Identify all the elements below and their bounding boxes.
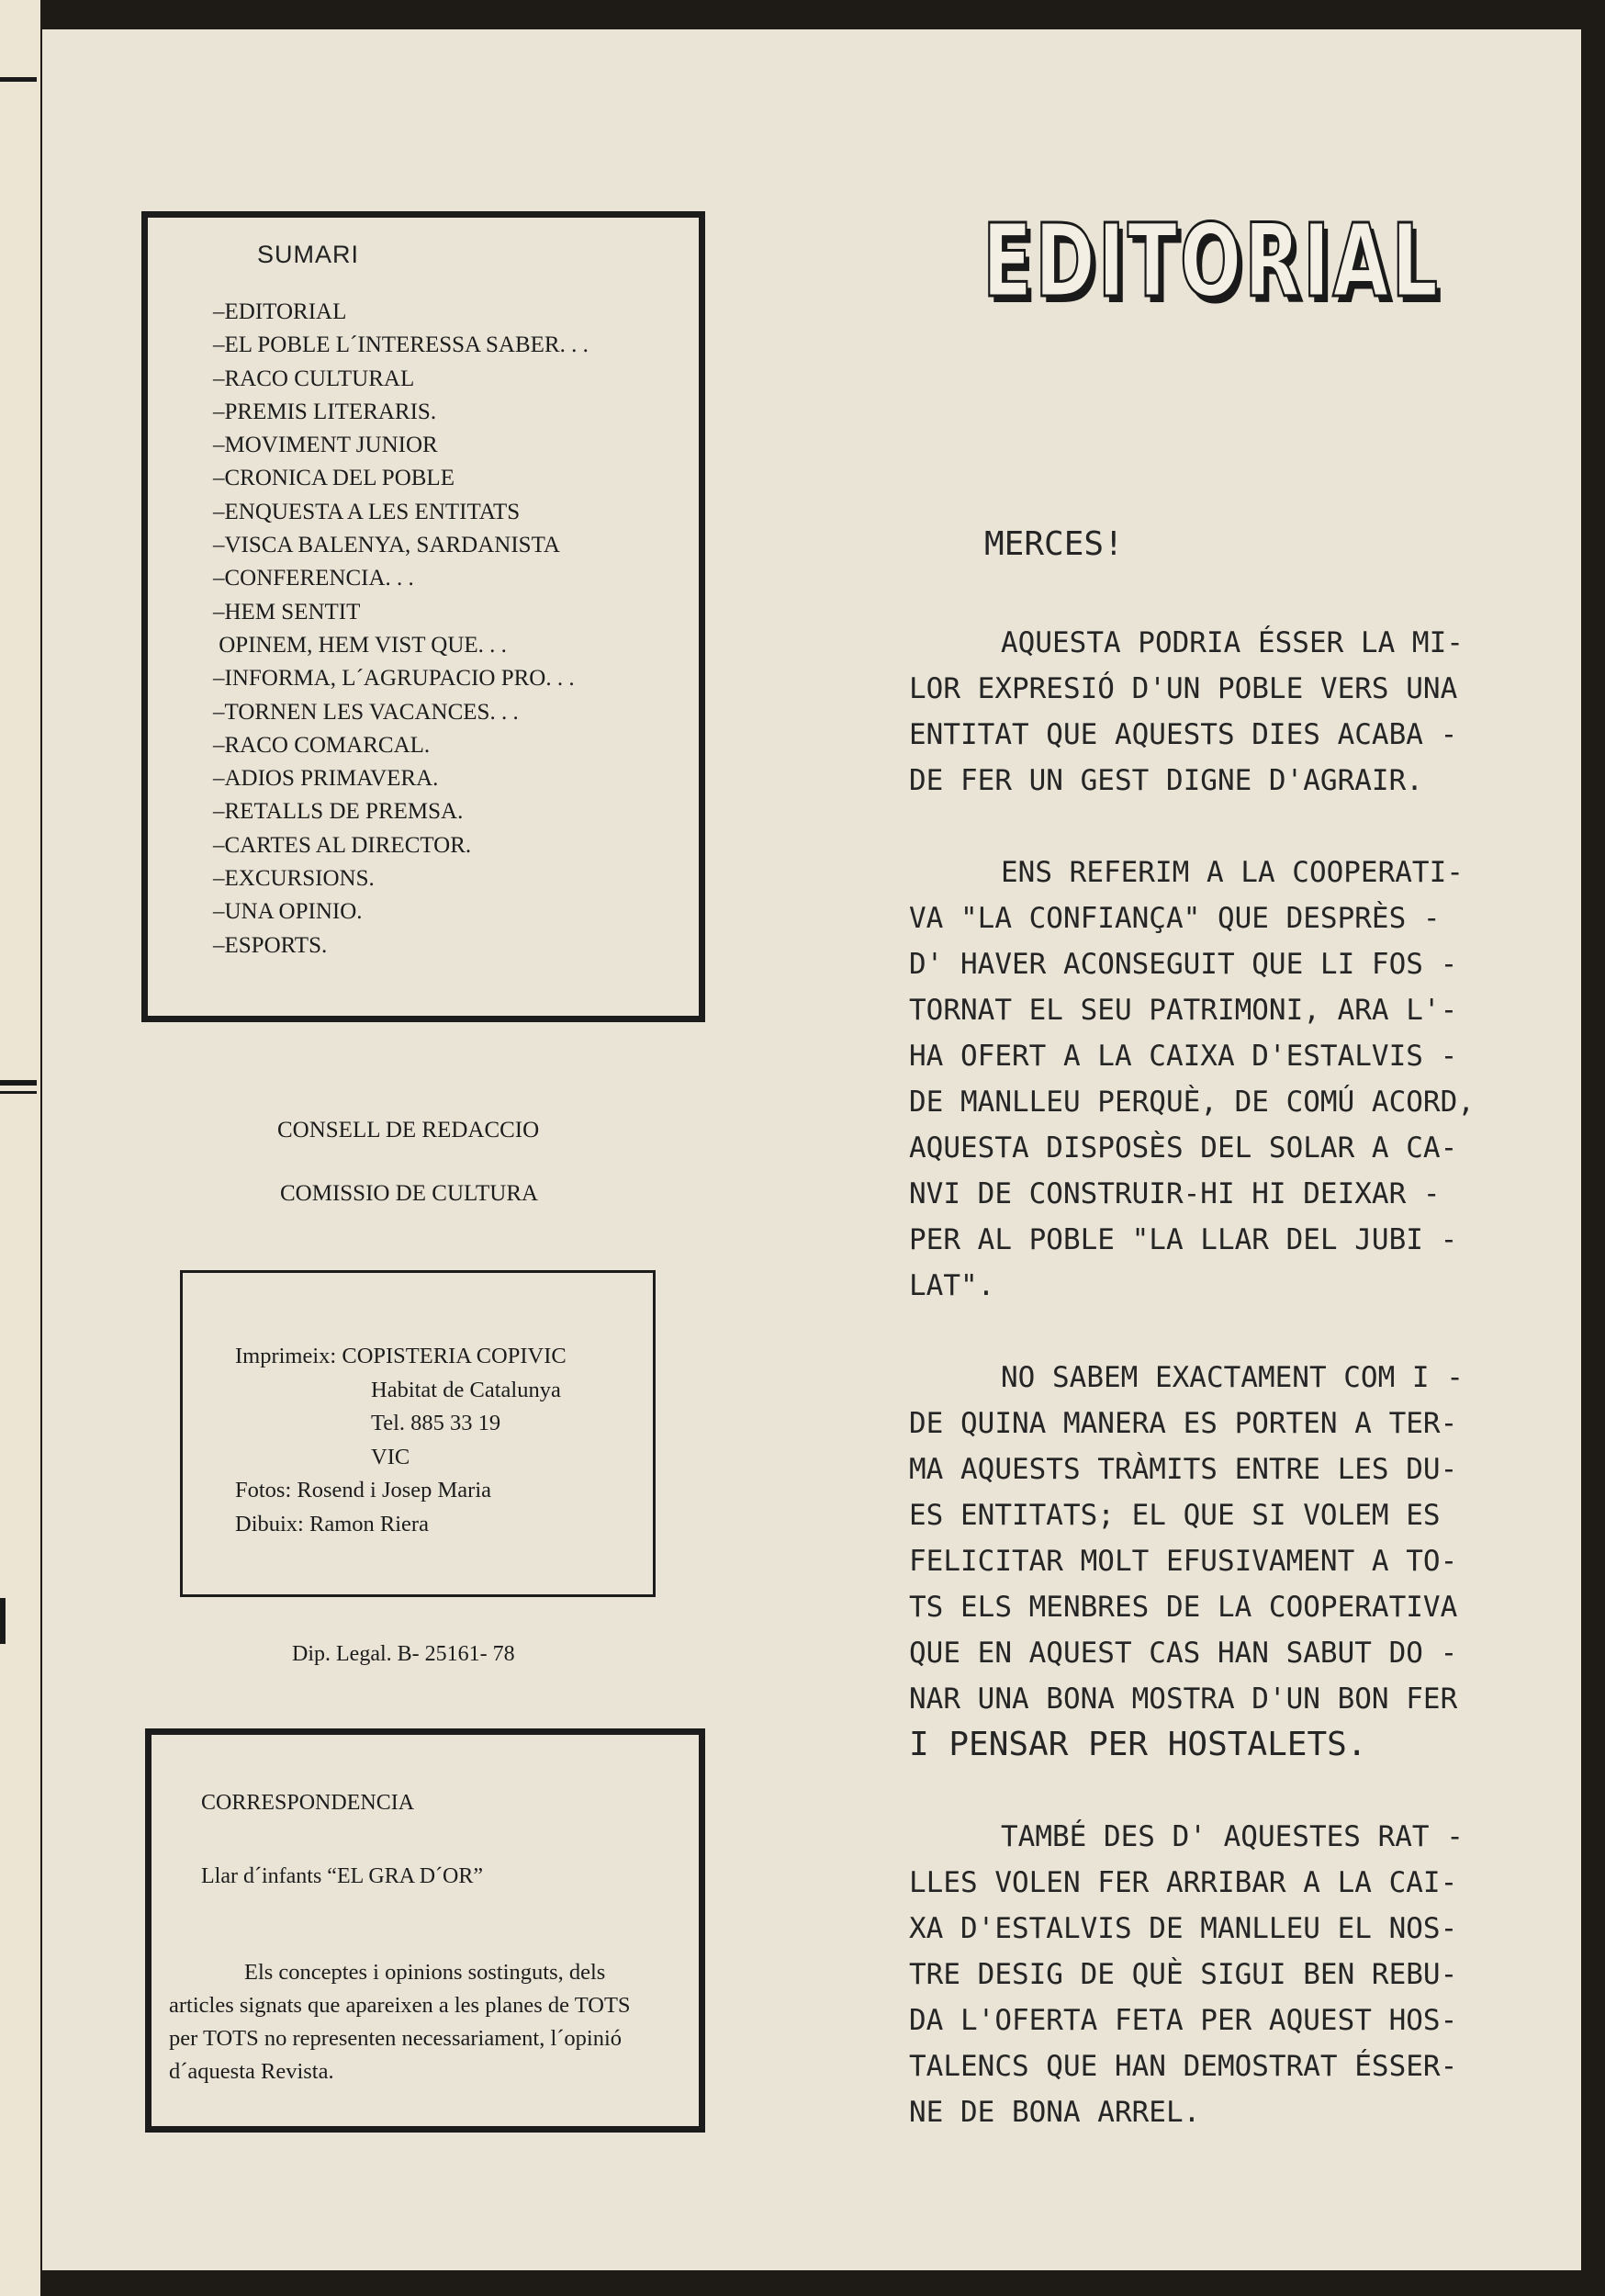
printer-block <box>235 1340 567 1541</box>
text-line: FELICITAR MOLT EFUSIVAMENT A TO- <box>909 1545 1458 1578</box>
edge-mark <box>0 1091 37 1094</box>
sumari-item: –VISCA BALENYA, SARDANISTA <box>213 533 560 558</box>
text-line: PER AL POBLE "LA LLAR DEL JUBI - <box>909 1223 1458 1256</box>
sumari-item: –TORNEN LES VACANCES. . . <box>213 699 519 725</box>
comissio-cultura: COMISSIO DE CULTURA <box>280 1181 539 1206</box>
text-line: HA OFERT A LA CAIXA D'ESTALVIS - <box>909 1040 1458 1073</box>
legal-deposit: Dip. Legal. B- 25161- 78 <box>292 1642 515 1666</box>
sumari-item: –EDITORIAL <box>213 299 347 324</box>
text-line: MA AQUESTS TRÀMITS ENTRE LES DU- <box>909 1453 1458 1486</box>
text-line: TORNAT EL SEU PATRIMONI, ARA L'- <box>909 994 1458 1027</box>
sumari-item: –INFORMA, L´AGRUPACIO PRO. . . <box>213 666 575 692</box>
sumari-item: –CONFERENCIA. . . <box>213 566 414 591</box>
sumari-item: –RETALLS DE PREMSA. <box>213 799 464 825</box>
text-line: ENTITAT QUE AQUESTS DIES ACABA - <box>909 718 1458 751</box>
text-line: ES ENTITATS; EL QUE SI VOLEM ES <box>909 1499 1441 1532</box>
text-line: DE QUINA MANERA ES PORTEN A TER- <box>909 1407 1458 1440</box>
text-line: NVI DE CONSTRUIR-HI HI DEIXAR - <box>909 1177 1441 1210</box>
text-line: QUE EN AQUEST CAS HAN SABUT DO - <box>909 1637 1458 1670</box>
text-line: I PENSAR PER HOSTALETS. <box>909 1726 1367 1763</box>
editorial-title: EDITORIAL <box>982 202 1441 320</box>
disclaimer-line: per TOTS no representen necessariament, l´opinió <box>169 2026 623 2051</box>
text-line: AQUESTA PODRIA ÉSSER LA MI- <box>1001 626 1464 659</box>
text-line: LAT". <box>909 1269 995 1302</box>
edge-mark <box>0 77 37 82</box>
sumari-item: –MOVIMENT JUNIOR <box>213 433 438 458</box>
sumari-item: –RACO COMARCAL. <box>213 732 431 758</box>
disclaimer-line: Els conceptes i opinions sostinguts, dels <box>244 1960 606 1985</box>
sumari-item: OPINEM, HEM VIST QUE. . . <box>213 632 507 658</box>
sumari-item: –ADIOS PRIMAVERA. <box>213 766 439 792</box>
editorial-paragraph <box>909 620 1533 804</box>
disclaimer-line: d´aquesta Revista. <box>169 2059 334 2084</box>
correspondencia-title: CORRESPONDENCIA <box>201 1791 415 1815</box>
text-line: D' HAVER ACONSEGUIT QUE LI FOS - <box>909 948 1458 981</box>
sumari-item: –EL POBLE L´INTERESSA SABER. . . <box>213 332 589 358</box>
editorial-paragraph <box>909 1355 1533 1768</box>
consell-redaccio: CONSELL DE REDACCIO <box>277 1118 540 1142</box>
text-line: NE DE BONA ARREL. <box>909 2096 1201 2129</box>
printer-address: Habitat de Catalunya <box>371 1377 561 1402</box>
text-line: TS ELS MENBRES DE LA COOPERATIVA <box>909 1591 1458 1624</box>
sumari-item: –CARTES AL DIRECTOR. <box>213 832 472 858</box>
text-line: VA "LA CONFIANÇA" QUE DESPRÈS - <box>909 902 1441 935</box>
disclaimer <box>169 1956 631 2088</box>
printer-city: VIC <box>371 1444 410 1469</box>
text-line: TRE DESIG DE QUÈ SIGUI BEN REBU- <box>909 1958 1458 1991</box>
printer-tel: Tel. 885 33 19 <box>371 1411 501 1435</box>
text-line: LOR EXPRESIÓ D'UN POBLE VERS UNA <box>909 672 1458 705</box>
text-line: TAMBÉ DES D' AQUESTES RAT - <box>1001 1820 1464 1853</box>
text-line: AQUESTA DISPOSÈS DEL SOLAR A CA- <box>909 1131 1458 1165</box>
text-line: DE MANLLEU PERQUÈ, DE COMÚ ACORD, <box>909 1086 1475 1119</box>
edge-mark <box>0 1598 6 1644</box>
edge-mark <box>0 1080 37 1086</box>
correspondencia-address: Llar d´infants “EL GRA D´OR” <box>201 1864 484 1888</box>
drawing-credit: Dibuix: Ramon Riera <box>235 1511 429 1536</box>
adjacent-page-edge <box>0 0 40 2296</box>
sumari-title: SUMARI <box>257 241 360 268</box>
sumari-item: –EXCURSIONS. <box>213 866 375 892</box>
editorial-paragraph <box>909 1814 1533 2135</box>
text-line: DA L'OFERTA FETA PER AQUEST HOS- <box>909 2004 1458 2037</box>
text-line: TALENCS QUE HAN DEMOSTRAT ÉSSER- <box>909 2050 1458 2083</box>
sumari-item: –RACO CULTURAL <box>213 366 415 391</box>
text-line: NAR UNA BONA MOSTRA D'UN BON FER <box>909 1683 1458 1716</box>
editorial-heading: MERCES! <box>984 525 1124 563</box>
printer-label: Imprimeix: COPISTERIA COPIVIC <box>235 1344 567 1368</box>
sumari-item: –ESPORTS. <box>213 932 328 958</box>
sumari-item: –UNA OPINIO. <box>213 899 363 925</box>
photo-credit: Fotos: Rosend i Josep Maria <box>235 1478 492 1503</box>
editorial-paragraph <box>909 850 1533 1309</box>
sumari-item: –HEM SENTIT <box>213 599 361 625</box>
sumari-item: –PREMIS LITERARIS. <box>213 399 437 424</box>
text-line: XA D'ESTALVIS DE MANLLEU EL NOS- <box>909 1912 1458 1945</box>
text-line: LLES VOLEN FER ARRIBAR A LA CAI- <box>909 1866 1458 1899</box>
text-line: DE FER UN GEST DIGNE D'AGRAIR. <box>909 764 1423 797</box>
sumari-list <box>213 296 589 962</box>
disclaimer-line: articles signats que apareixen a les planes de TOTS <box>169 1993 631 2018</box>
sumari-item: –CRONICA DEL POBLE <box>213 466 455 491</box>
sumari-item: –ENQUESTA A LES ENTITATS <box>213 499 521 524</box>
text-line: ENS REFERIM A LA COOPERATI- <box>1001 856 1464 889</box>
text-line: NO SABEM EXACTAMENT COM I - <box>1001 1361 1464 1394</box>
